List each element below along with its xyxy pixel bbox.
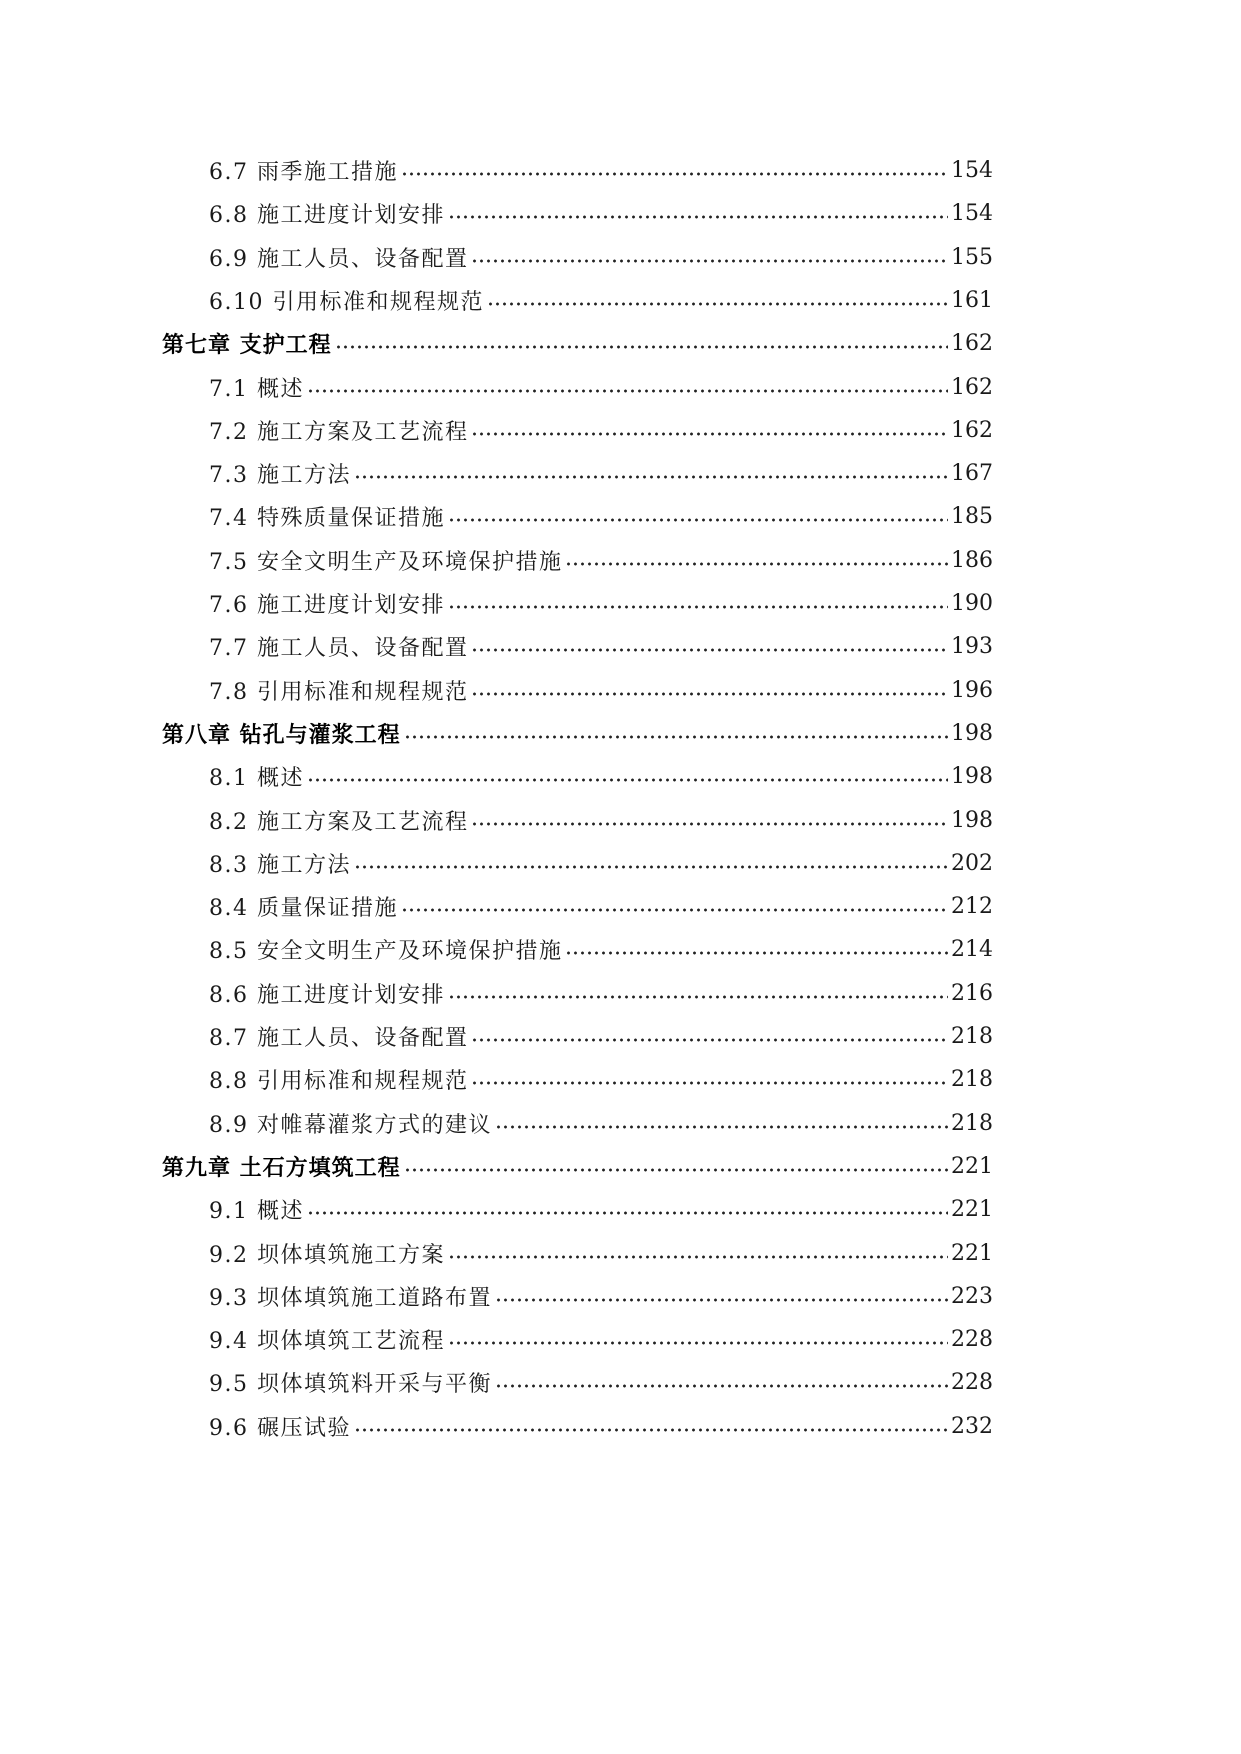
toc-section-entry[interactable] (209, 1059, 993, 1099)
toc-chapter-entry[interactable] (162, 713, 993, 753)
toc-dot-leader (354, 475, 948, 479)
toc-page-number: 221 (951, 1153, 993, 1179)
toc-section-entry[interactable] (209, 1276, 993, 1316)
toc-section-title: 8.6 施工进度计划安排 (209, 982, 445, 1008)
toc-page-number: 214 (951, 936, 993, 962)
toc-section-entry[interactable] (209, 280, 993, 320)
toc-chapter-title: 第九章 土石方填筑工程 (162, 1155, 401, 1181)
toc-dot-leader (307, 778, 948, 782)
toc-page-number: 212 (951, 893, 993, 919)
toc-page-number: 185 (951, 503, 993, 529)
toc-section-entry[interactable] (209, 843, 993, 883)
toc-section-title: 7.8 引用标准和规程规范 (209, 679, 469, 705)
toc-dot-leader (307, 1211, 948, 1215)
toc-section-entry[interactable] (209, 1016, 993, 1056)
toc-page-number: 162 (951, 374, 993, 400)
toc-page-number: 221 (951, 1196, 993, 1222)
toc-dot-leader (448, 995, 948, 999)
toc-section-title: 8.7 施工人员、设备配置 (209, 1025, 469, 1051)
toc-page-number: 161 (951, 287, 993, 313)
toc-chapter-entry[interactable] (162, 323, 993, 363)
toc-page-number: 202 (951, 850, 993, 876)
toc-section-entry[interactable] (209, 1406, 993, 1446)
toc-page-number: 228 (951, 1369, 993, 1395)
toc-page-number: 218 (951, 1023, 993, 1049)
toc-dot-leader (448, 1341, 948, 1345)
toc-section-title: 8.4 质量保证措施 (209, 895, 398, 921)
toc-section-title: 9.5 坝体填筑料开采与平衡 (209, 1371, 492, 1397)
toc-section-entry[interactable] (209, 453, 993, 493)
toc-dot-leader (495, 1384, 948, 1388)
toc-dot-leader (471, 1081, 948, 1085)
toc-page-number: 162 (951, 417, 993, 443)
toc-dot-leader (565, 562, 948, 566)
toc-dot-leader (471, 648, 948, 652)
toc-page-number: 186 (951, 547, 993, 573)
toc-section-entry[interactable] (209, 367, 993, 407)
toc-section-title: 6.8 施工进度计划安排 (209, 202, 445, 228)
toc-section-entry[interactable] (209, 1362, 993, 1402)
toc-dot-leader (335, 345, 948, 349)
toc-chapter-title: 第八章 钻孔与灌浆工程 (162, 722, 401, 748)
toc-chapter-entry[interactable] (162, 1146, 993, 1186)
toc-section-title: 8.1 概述 (209, 765, 304, 791)
toc-dot-leader (471, 432, 948, 436)
toc-section-title: 8.8 引用标准和规程规范 (209, 1068, 469, 1094)
toc-section-title: 9.1 概述 (209, 1198, 304, 1224)
toc-dot-leader (471, 692, 948, 696)
toc-section-title: 7.6 施工进度计划安排 (209, 592, 445, 618)
toc-section-title: 6.10 引用标准和规程规范 (209, 289, 484, 315)
toc-section-entry[interactable] (209, 1189, 993, 1229)
toc-section-title: 8.5 安全文明生产及环境保护措施 (209, 938, 563, 964)
toc-section-entry[interactable] (209, 583, 993, 623)
toc-section-title: 7.5 安全文明生产及环境保护措施 (209, 549, 563, 575)
toc-section-entry[interactable] (209, 150, 993, 190)
toc-section-entry[interactable] (209, 237, 993, 277)
toc-section-title: 7.2 施工方案及工艺流程 (209, 419, 469, 445)
toc-dot-leader (495, 1298, 948, 1302)
toc-page-number: 193 (951, 633, 993, 659)
toc-page-number: 198 (951, 763, 993, 789)
toc-page-number: 196 (951, 677, 993, 703)
toc-dot-leader (354, 1428, 948, 1432)
toc-section-entry[interactable] (209, 496, 993, 536)
toc-section-title: 7.4 特殊质量保证措施 (209, 505, 445, 531)
toc-dot-leader (471, 1038, 948, 1042)
toc-section-entry[interactable] (209, 929, 993, 969)
toc-section-entry[interactable] (209, 1319, 993, 1359)
toc-page-number: 216 (951, 980, 993, 1006)
toc-section-title: 9.6 碾压试验 (209, 1415, 351, 1441)
toc-section-title: 8.3 施工方法 (209, 852, 351, 878)
toc-dot-leader (448, 605, 948, 609)
toc-dot-leader (471, 259, 948, 263)
toc-section-entry[interactable] (209, 1103, 993, 1143)
toc-section-entry[interactable] (209, 756, 993, 796)
toc-section-title: 9.2 坝体填筑施工方案 (209, 1242, 445, 1268)
toc-dot-leader (354, 865, 948, 869)
toc-section-entry[interactable] (209, 540, 993, 580)
toc-section-entry[interactable] (209, 670, 993, 710)
toc-section-title: 7.7 施工人员、设备配置 (209, 635, 469, 661)
toc-section-entry[interactable] (209, 1233, 993, 1273)
toc-page-number: 228 (951, 1326, 993, 1352)
toc-section-entry[interactable] (209, 193, 993, 233)
toc-section-entry[interactable] (209, 800, 993, 840)
toc-page-number: 218 (951, 1066, 993, 1092)
toc-page-number: 154 (951, 157, 993, 183)
toc-section-entry[interactable] (209, 410, 993, 450)
toc-section-entry[interactable] (209, 626, 993, 666)
toc-dot-leader (448, 215, 948, 219)
toc-section-title: 6.9 施工人员、设备配置 (209, 246, 469, 272)
toc-page-number: 198 (951, 720, 993, 746)
toc-page-number: 223 (951, 1283, 993, 1309)
toc-section-entry[interactable] (209, 886, 993, 926)
toc-dot-leader (448, 518, 948, 522)
toc-page-number: 162 (951, 330, 993, 356)
toc-dot-leader (404, 1168, 948, 1172)
toc-page-number: 221 (951, 1240, 993, 1266)
toc-page-number: 167 (951, 460, 993, 486)
toc-section-title: 7.3 施工方法 (209, 462, 351, 488)
toc-page-number: 154 (951, 200, 993, 226)
toc-page-number: 218 (951, 1110, 993, 1136)
toc-section-title: 6.7 雨季施工措施 (209, 159, 398, 185)
toc-section-entry[interactable] (209, 973, 993, 1013)
toc-section-title: 8.9 对帷幕灌浆方式的建议 (209, 1112, 492, 1138)
toc-dot-leader (495, 1125, 948, 1129)
toc-dot-leader (471, 822, 948, 826)
toc-page-number: 155 (951, 244, 993, 270)
toc-dot-leader (565, 951, 948, 955)
toc-chapter-title: 第七章 支护工程 (162, 332, 332, 358)
toc-dot-leader (487, 302, 948, 306)
toc-page-number: 190 (951, 590, 993, 616)
toc-dot-leader (404, 735, 948, 739)
toc-dot-leader (448, 1255, 948, 1259)
toc-page-number: 232 (951, 1413, 993, 1439)
toc-dot-leader (401, 172, 948, 176)
toc-section-title: 9.4 坝体填筑工艺流程 (209, 1328, 445, 1354)
toc-dot-leader (401, 908, 948, 912)
toc-section-title: 7.1 概述 (209, 376, 304, 402)
toc-section-title: 8.2 施工方案及工艺流程 (209, 809, 469, 835)
toc-page-number: 198 (951, 807, 993, 833)
toc-dot-leader (307, 389, 948, 393)
toc-section-title: 9.3 坝体填筑施工道路布置 (209, 1285, 492, 1311)
